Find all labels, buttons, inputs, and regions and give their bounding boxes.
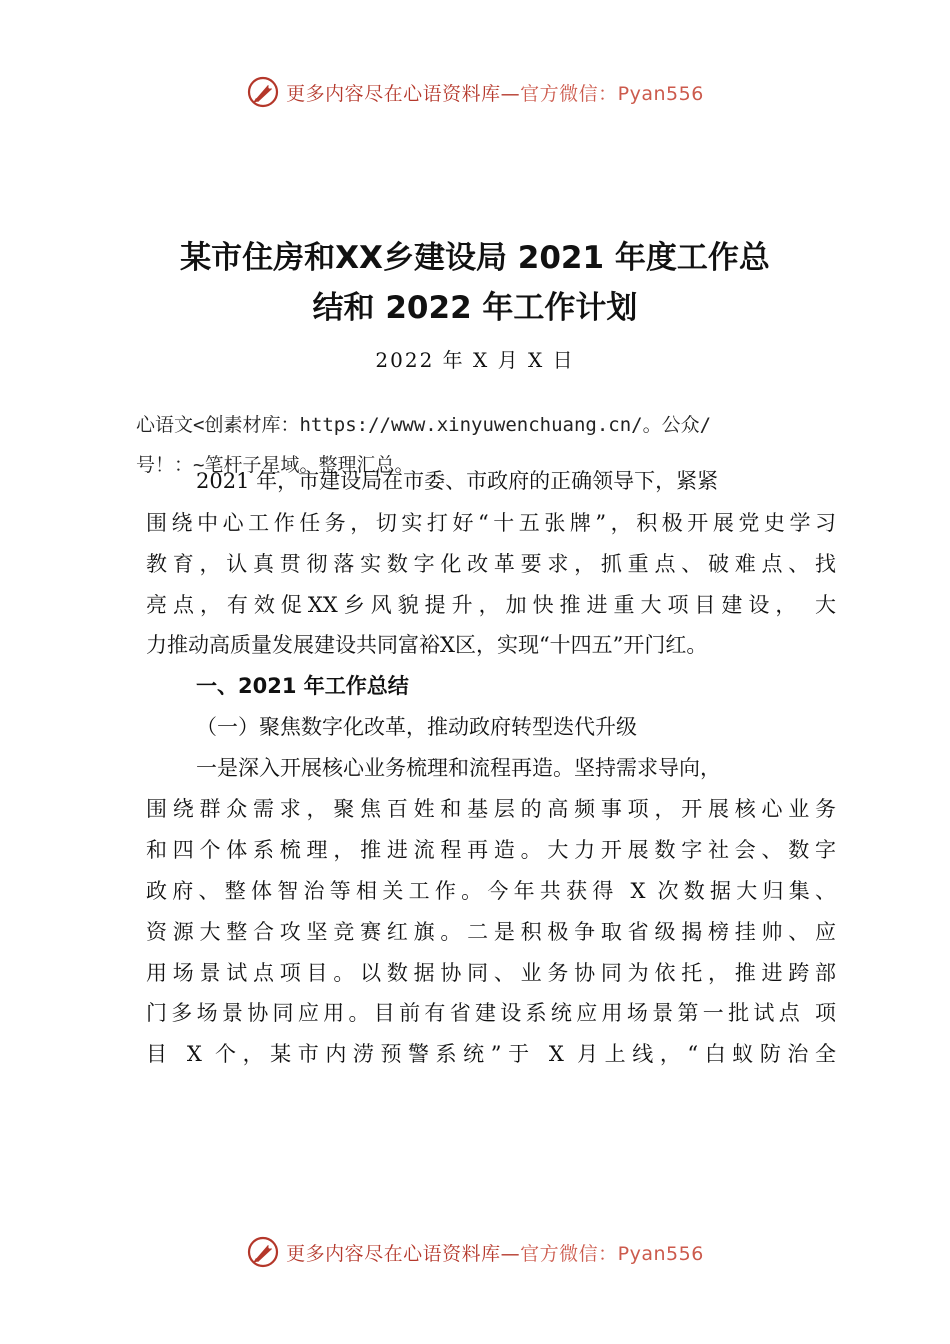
- body-line-8: 目 X 个，某市内涝预警系统”于 X 月上线，“白蚁防治全: [146, 1042, 836, 1066]
- header-banner: [0, 70, 950, 114]
- body-line-1: 一是深入开展核心业务梳理和流程再造。坚持需求导向，: [196, 756, 721, 780]
- footer-banner: [0, 1230, 950, 1274]
- subsection-heading: （一）聚焦数字化改革，推动政府转型迭代升级: [196, 715, 637, 739]
- pen-nib-logo-icon: [246, 75, 280, 109]
- intro-line-3: 教育，认真贯彻落实数字化改革要求，抓重点、破难点、找: [146, 552, 836, 576]
- intro-line-5: 力推动高质量发展建设共同富裕X区，实现“十四五”开门红。: [146, 633, 708, 657]
- document-title-line-2: 结和 2022 年工作计划: [312, 290, 638, 326]
- section-heading: 一、2021 年工作总结: [196, 674, 409, 698]
- body-line-4: 政府、整体智治等相关工作。今年共获得 X 次数据大归集、: [146, 879, 836, 903]
- banner-wechat: 官方微信：Pyan556: [520, 82, 704, 105]
- intro-line-1: 2021 年，市建设局在市委、市政府的正确领导下，紧紧: [196, 469, 719, 493]
- body-line-3: 和四个体系梳理，推进流程再造。大力开展数字社会、数字: [146, 838, 836, 862]
- body-line-6: 用场景试点项目。以数据协同、业务协同为依托，推进跨部: [146, 961, 836, 985]
- pen-nib-logo-icon: [246, 1235, 280, 1269]
- intro-line-4: 亮点，有效促XX乡风貌提升，加快推进重大项目建设， 大: [146, 593, 836, 617]
- banner-text: 更多内容尽在心语资料库—官方微信：Pyan556: [286, 1242, 704, 1265]
- source-note-line-1: 心语文<创素材库：https://www.xinyuwenchuang.cn/。公众/: [136, 414, 712, 436]
- banner-text: 更多内容尽在心语资料库—官方微信：Pyan556: [286, 82, 704, 105]
- intro-line-2: 围绕中心工作任务，切实打好“十五张牌”，积极开展党史学习: [146, 511, 836, 535]
- body-line-7: 门多场景协同应用。目前有省建设系统应用场景第一批试点 项: [146, 1001, 836, 1025]
- banner-wechat: 官方微信：Pyan556: [520, 1242, 704, 1265]
- body-line-2: 围绕群众需求，聚焦百姓和基层的高频事项，开展核心业务: [146, 797, 836, 821]
- document-title-line-1: 某市住房和XX乡建设局 2021 年度工作总: [180, 240, 770, 276]
- source-note-line-2: 号！：~笔杆子星域。整理汇总。: [136, 454, 414, 476]
- document-date: 2022 年 X 月 X 日: [375, 348, 575, 372]
- body-line-5: 资源大整合攻坚竞赛红旗。二是积极争取省级揭榜挂帅、应: [146, 920, 836, 944]
